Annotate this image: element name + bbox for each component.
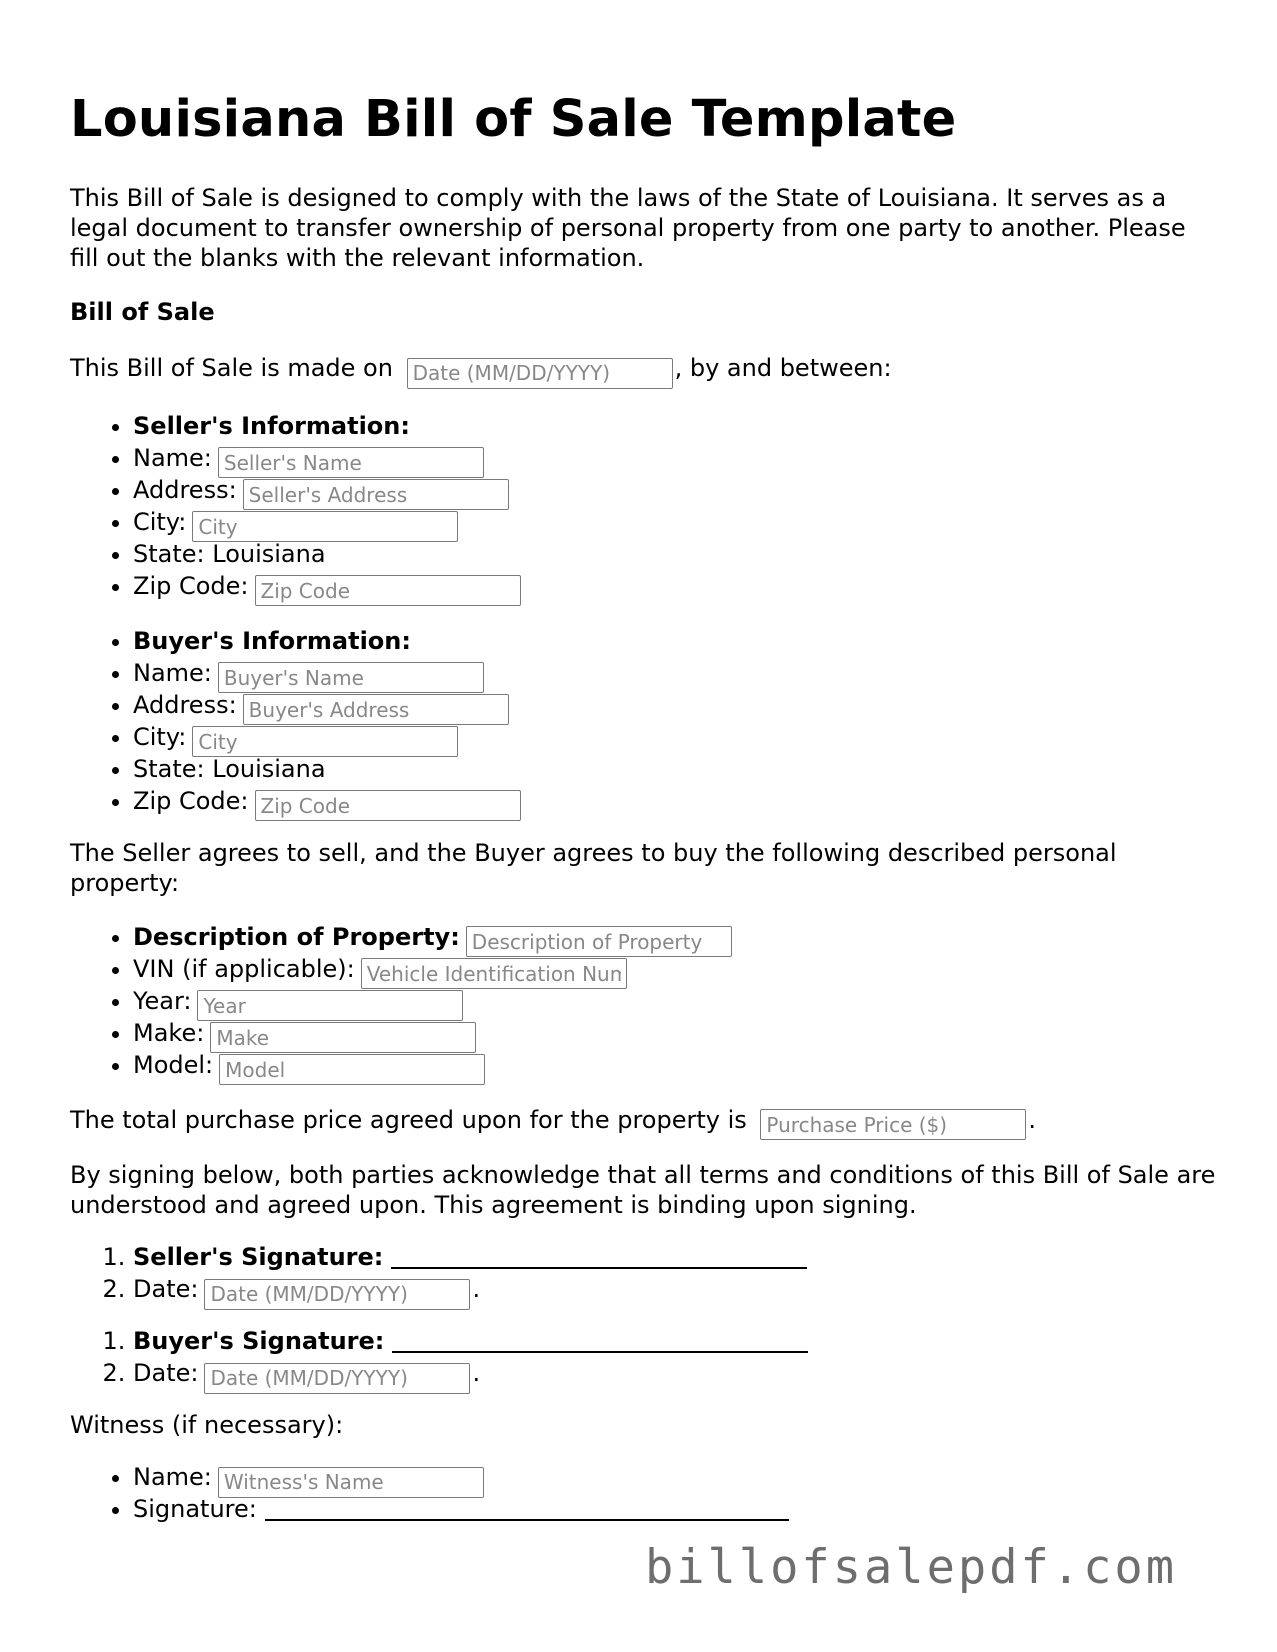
buyer-signature-item bbox=[133, 1325, 1220, 1357]
intro-paragraph: This Bill of Sale is designed to comply with the laws of the State of Louisiana. It serves as a legal document to transfer ownership of personal property from one party to another. Please fill out the blanks with the relevant information. bbox=[70, 184, 1186, 272]
watermark-logo: billofsalepdf.com bbox=[644, 1540, 1177, 1595]
agreement-paragraph: The Seller agrees to sell, and the Buyer agrees to buy the following described personal property: bbox=[70, 838, 1117, 897]
document-page bbox=[70, 0, 1220, 1525]
purchase-price-suffix: . bbox=[1028, 1105, 1037, 1134]
buyer-signature-label: Buyer's Signature: bbox=[133, 1327, 385, 1355]
year-item bbox=[133, 985, 1220, 1017]
make-label: Make: bbox=[133, 1018, 205, 1047]
seller-date-label: Date: bbox=[133, 1275, 199, 1303]
seller-zip-item bbox=[133, 570, 1220, 602]
buyer-zip-field[interactable] bbox=[255, 790, 521, 821]
seller-info-list bbox=[70, 410, 1220, 602]
property-list bbox=[70, 921, 1220, 1081]
seller-address-label: Address: bbox=[133, 475, 237, 504]
vin-item bbox=[133, 953, 1220, 985]
acknowledgement-paragraph: By signing below, both parties acknowledge that all terms and conditions of this Bill of Sale are understood and agreed upon. This agreement is binding upon signing. bbox=[70, 1161, 1216, 1219]
seller-date-suffix: . bbox=[472, 1275, 481, 1303]
witness-signature-item bbox=[133, 1493, 1220, 1525]
buyer-address-item bbox=[133, 689, 1220, 721]
seller-zip-label: Zip Code: bbox=[133, 571, 249, 600]
purchase-price-prefix: The total purchase price agreed upon for the property is bbox=[70, 1105, 747, 1134]
seller-signature-item bbox=[133, 1241, 1220, 1273]
sale-date-field[interactable] bbox=[407, 358, 673, 389]
seller-zip-field[interactable] bbox=[255, 575, 521, 606]
make-item bbox=[133, 1017, 1220, 1049]
buyer-date-field[interactable] bbox=[204, 1363, 470, 1394]
made-on-suffix: , by and between: bbox=[674, 354, 892, 382]
buyer-name-label: Name: bbox=[133, 658, 212, 687]
seller-signature-list bbox=[70, 1241, 1220, 1305]
buyer-info-list bbox=[70, 625, 1220, 817]
buyer-name-item bbox=[133, 657, 1220, 689]
seller-info-heading: • Seller's Information: bbox=[133, 410, 1220, 442]
seller-signature-label: Seller's Signature: bbox=[133, 1243, 384, 1271]
witness-signature-line[interactable] bbox=[265, 1495, 789, 1521]
page-title: Louisiana Bill of Sale Template bbox=[70, 90, 957, 149]
section-heading: Bill of Sale bbox=[70, 298, 215, 326]
made-on-line bbox=[70, 351, 1220, 389]
buyer-signature-line[interactable] bbox=[392, 1327, 808, 1353]
buyer-city-label: City: bbox=[133, 722, 187, 751]
witness-heading: Witness (if necessary): bbox=[70, 1411, 344, 1439]
buyer-state-text: State: Louisiana bbox=[133, 754, 326, 783]
seller-name-label: Name: bbox=[133, 443, 212, 472]
buyer-zip-label: Zip Code: bbox=[133, 786, 249, 815]
made-on-prefix: This Bill of Sale is made on bbox=[70, 354, 393, 382]
seller-city-item bbox=[133, 506, 1220, 538]
seller-name-item bbox=[133, 442, 1220, 474]
seller-address-item bbox=[133, 474, 1220, 506]
property-description-label: Description of Property: bbox=[133, 922, 460, 951]
purchase-price-field[interactable] bbox=[760, 1109, 1026, 1140]
seller-state-item bbox=[133, 538, 1220, 570]
model-field[interactable] bbox=[219, 1054, 485, 1085]
buyer-city-item bbox=[133, 721, 1220, 753]
witness-list bbox=[70, 1461, 1220, 1525]
purchase-price-line bbox=[70, 1103, 1220, 1141]
buyer-address-label: Address: bbox=[133, 690, 237, 719]
buyer-info-heading: • Buyer's Information: bbox=[133, 625, 1220, 657]
witness-name-label: Name: bbox=[133, 1463, 212, 1491]
seller-date-field[interactable] bbox=[204, 1279, 470, 1310]
property-description-item bbox=[133, 921, 1220, 953]
witness-signature-label: Signature: bbox=[133, 1495, 257, 1523]
seller-signature-line[interactable] bbox=[391, 1243, 807, 1269]
buyer-zip-item bbox=[133, 785, 1220, 817]
seller-date-item bbox=[133, 1273, 1220, 1305]
witness-name-item bbox=[133, 1461, 1220, 1493]
buyer-signature-list bbox=[70, 1325, 1220, 1389]
seller-state-text: State: Louisiana bbox=[133, 539, 326, 568]
buyer-date-label: Date: bbox=[133, 1359, 199, 1387]
vin-label: VIN (if applicable): bbox=[133, 954, 355, 983]
seller-city-label: City: bbox=[133, 507, 187, 536]
model-label: Model: bbox=[133, 1050, 214, 1079]
model-item bbox=[133, 1049, 1220, 1081]
year-label: Year: bbox=[133, 986, 192, 1015]
buyer-state-item bbox=[133, 753, 1220, 785]
buyer-date-item bbox=[133, 1357, 1220, 1389]
buyer-date-suffix: . bbox=[472, 1359, 481, 1387]
